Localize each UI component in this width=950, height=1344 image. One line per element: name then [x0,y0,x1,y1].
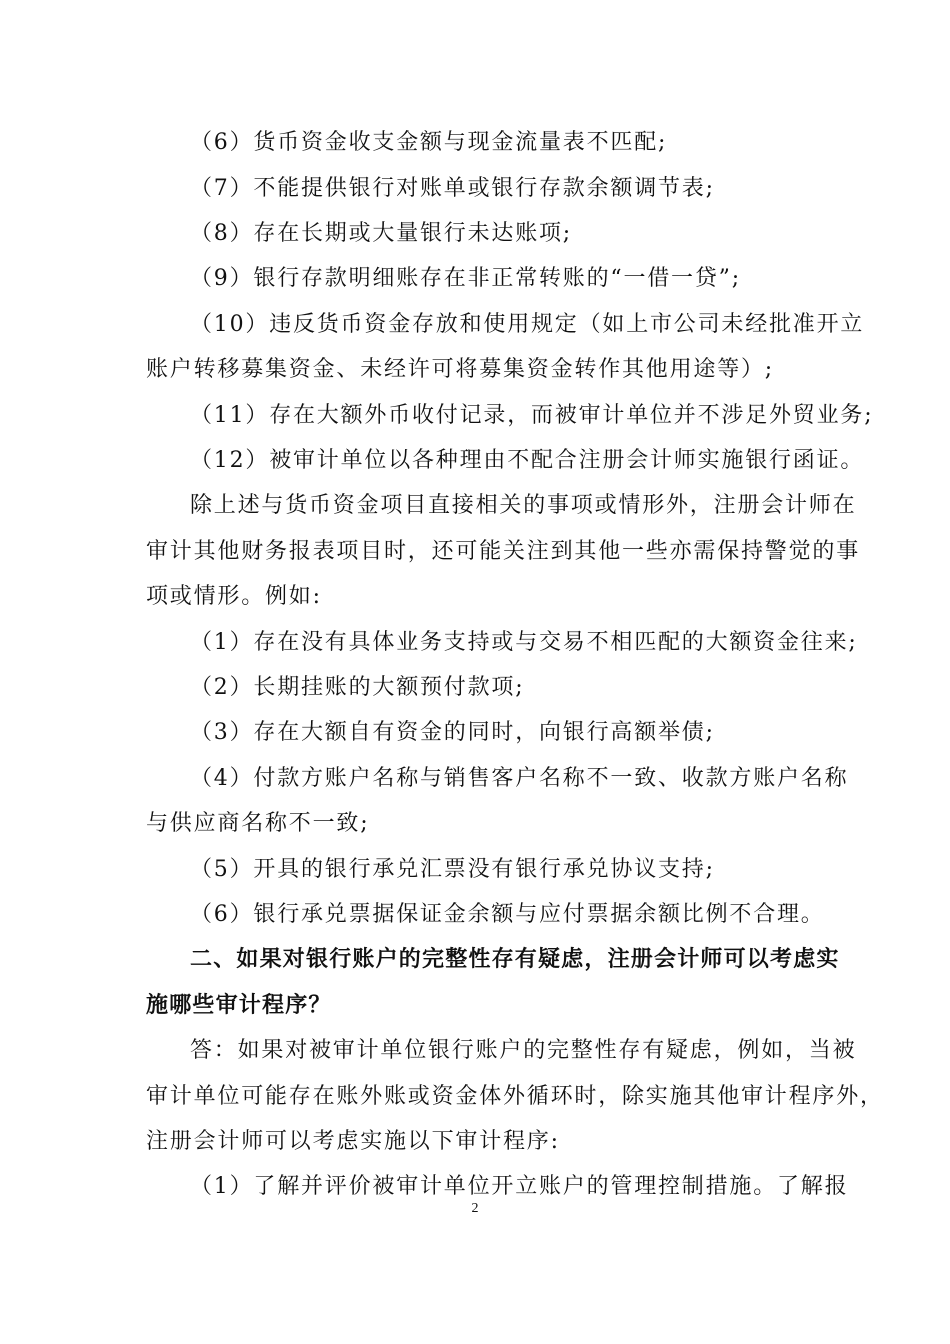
list-item: （4）付款方账户名称与销售客户名称不一致、收款方账户名称 [190,766,849,791]
list-item: （6）货币资金收支金额与现金流量表不匹配; [190,130,668,155]
list-item: （11）存在大额外币收付记录，而被审计单位并不涉足外贸业务; [190,403,874,428]
section-heading-continuation: 施哪些审计程序？ [146,993,332,1018]
list-item: （10）违反货币资金存放和使用规定（如上市公司未经批准开立 [190,312,865,337]
list-item: （1）存在没有具体业务支持或与交易不相匹配的大额资金往来; [190,630,858,655]
paragraph-line: 项或情形。例如: [146,584,322,609]
page-number: 2 [471,1201,479,1216]
list-item: （3）存在大额自有资金的同时，向银行高额举债; [190,720,715,745]
answer-line: 审计单位可能存在账外账或资金体外循环时，除实施其他审计程序外， [146,1084,884,1109]
list-item: （2）长期挂账的大额预付款项; [190,675,525,700]
paragraph-line: 审计其他财务报表项目时，还可能关注到其他一些亦需保持警觉的事 [146,539,861,564]
list-item: （9）银行存款明细账存在非正常转账的“一借一贷”; [190,266,741,291]
list-item: （12）被审计单位以各种理由不配合注册会计师实施银行函证。 [190,448,865,473]
list-item: （7）不能提供银行对账单或银行存款余额调节表; [190,176,715,201]
list-item: （5）开具的银行承兑汇票没有银行承兑协议支持; [190,857,715,882]
list-item: （8）存在长期或大量银行未达账项; [190,221,573,246]
list-item-continuation: 与供应商名称不一致; [146,811,370,836]
list-item-continuation: 账户转移募集资金、未经许可将募集资金转作其他用途等）; [146,357,775,382]
paragraph-line: 除上述与货币资金项目直接相关的事项或情形外，注册会计师在 [190,493,857,518]
section-heading: 二、如果对银行账户的完整性存有疑虑，注册会计师可以考虑实 [190,947,840,972]
list-item: （6）银行承兑票据保证金余额与应付票据余额比例不合理。 [190,902,825,927]
answer-line: 答：如果对被审计单位银行账户的完整性存有疑虑，例如，当被 [190,1038,857,1063]
list-item: （1）了解并评价被审计单位开立账户的管理控制措施。了解报 [190,1174,849,1199]
answer-line: 注册会计师可以考虑实施以下审计程序: [146,1129,560,1154]
